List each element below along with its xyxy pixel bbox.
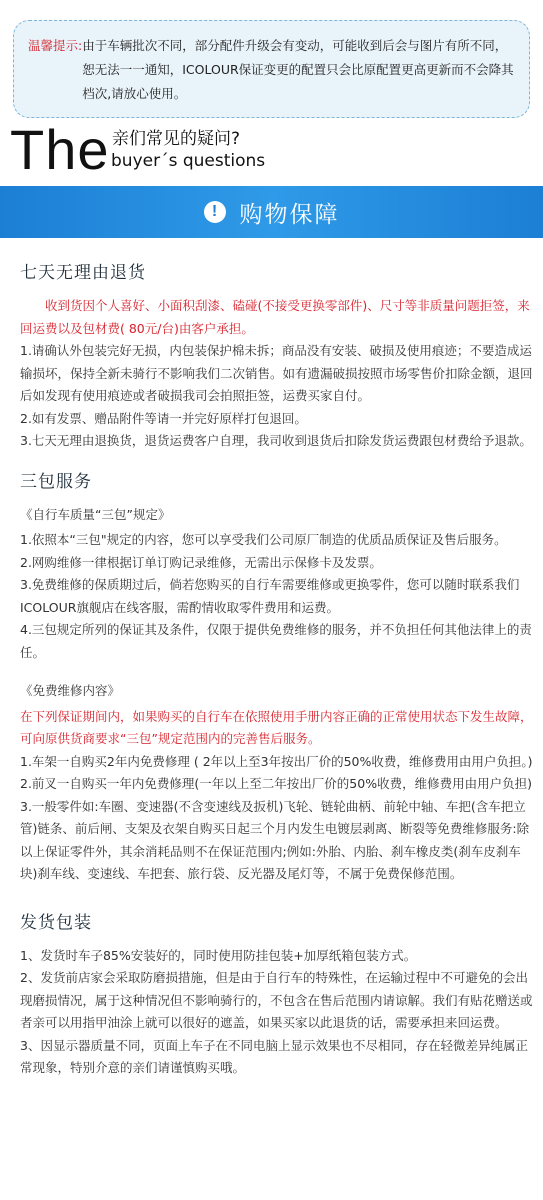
return-item: 3.七天无理由退换货，退货运费客户自理，我司收到退货后扣除发货运费跟包材费给予退款。 xyxy=(20,433,532,448)
return-item: 2.如有发票、赠品附件等请一并完好原样打包退回。 xyxy=(20,410,307,426)
warranty-subheading-rules: 《自行车质量“三包”规定》 xyxy=(20,506,171,522)
header-chinese-subtitle: 亲们常见的疑问? xyxy=(112,129,241,149)
main-content xyxy=(20,252,535,1080)
notice-box xyxy=(13,20,530,118)
warranty-item: 1.依照本“三包"规定的内容，您可以享受我们公司原厂制造的优质品质保证及售后服务。 xyxy=(20,532,507,547)
faq-header xyxy=(10,118,530,181)
banner-title: 购物保障 xyxy=(239,201,340,228)
shipping-section-title: 发货包装 xyxy=(20,912,92,933)
notice-row xyxy=(28,34,515,106)
header-english-subtitle: buyer´s questions xyxy=(111,151,266,171)
notice-text: 由于车辆批次不同，部分配件升级会有变动，可能收到后会与图片有所不同，恕无法一一通知，ICOLOUR保证变更的配置只会比原配置更高更新而不会降其档次,请放心使用。 xyxy=(82,38,514,101)
shipping-item: 1、发货时车子85%安装好的，同时使用防挂包装+加厚纸箱包装方式。 xyxy=(20,947,417,963)
warranty-item: 2.网购维修一律根据订单订购记录维修，无需出示保修卡及发票。 xyxy=(20,554,382,570)
shopping-guarantee-banner xyxy=(0,186,543,238)
free-repair-item: 1.车架一自购买2年内免费修理 ( 2年以上至3年按出厂价的50%收费，维修费用由用户负担。) xyxy=(20,753,533,769)
warranty-subheading-free-repair: 《免费维修内容》 xyxy=(20,683,121,698)
shipping-item: 3、因显示器质量不同，页面上车子在不同电脑上显示效果也不尽相同，存在轻微差异纯属正常现象，特别介意的亲们请谨慎购买哦。 xyxy=(20,1037,528,1075)
free-repair-item: 2.前叉一自购买一年内免费修理(一年以上至二年按出厂价的50%收费，维修费用由用户负担) xyxy=(20,776,532,791)
warranty-item: 4.三包规定所列的保证其及条件，仅限于提供免费维修的服务，并不负担任何其他法律上的责任。 xyxy=(20,622,532,660)
exclamation-icon: ! xyxy=(204,201,226,223)
warranty-section-title: 三包服务 xyxy=(20,471,92,492)
notice-label: 温馨提示: xyxy=(28,38,83,53)
return-item: 1.请确认外包装完好无损，内包装保护棉未拆；商品没有安装、破损及使用痕迹；不要造成运输损坏，保持全新未骑行不影响我们二次销售。如有遗漏破损按照市场零售价扣除金额，退回后如发现有使用痕迹或者破损我司会拍照拒签，运费买家自付。 xyxy=(20,343,533,403)
warranty-red-notice: 在下列保证期间内，如果购买的自行车在依照使用手册内容正确的正常使用状态下发生故障，可向原供货商要求“三包”规定范围内的完善售后服务。 xyxy=(20,708,533,746)
shipping-item: 2、发货前店家会采取防磨损措施，但是由于自行车的特殊性，在运输过程中不可避免的会出现磨损情况，属于这种情况但不影响骑行的，不包含在售后范围内请谅解。我们有贴花赠送或者亲可以用指甲油涂上就可以很好的遮盖，如果买家以此退货的话，需要承担来回运费。 xyxy=(20,970,533,1030)
header-the-text: The xyxy=(10,118,110,181)
warranty-item: 3.免费维修的保质期过后，倘若您购买的自行车需要维修或更换零件，您可以随时联系我们ICOLOUR旗舰店在线客服，需酌情收取零件费用和运费。 xyxy=(20,577,520,615)
return-red-notice: 收到货因个人喜好、小面积刮漆、磕碰(不接受更换零部件)、尺寸等非质量问题拒签，来回运费以及包材费( 80元/台)由客户承担。 xyxy=(20,298,530,336)
return-section-title: 七天无理由退货 xyxy=(20,263,146,283)
free-repair-item: 3.一般零件如:车圈、变速器(不含变速线及扳机)飞轮、链轮曲柄、前轮中轴、车把(含车把立管)链条、前后闸、支架及衣架自购买日起三个月内发生电镀层剥离、断裂等免费维修服务:除以上保证零件外，其余消耗品则不在保证范围内;例如:外胎、内胎、刹车橡皮类(刹车皮刹车块)刹车线、变速线、车把套、旅行袋、反光器及尾灯等，不属于免费保修范围。 xyxy=(20,798,530,881)
